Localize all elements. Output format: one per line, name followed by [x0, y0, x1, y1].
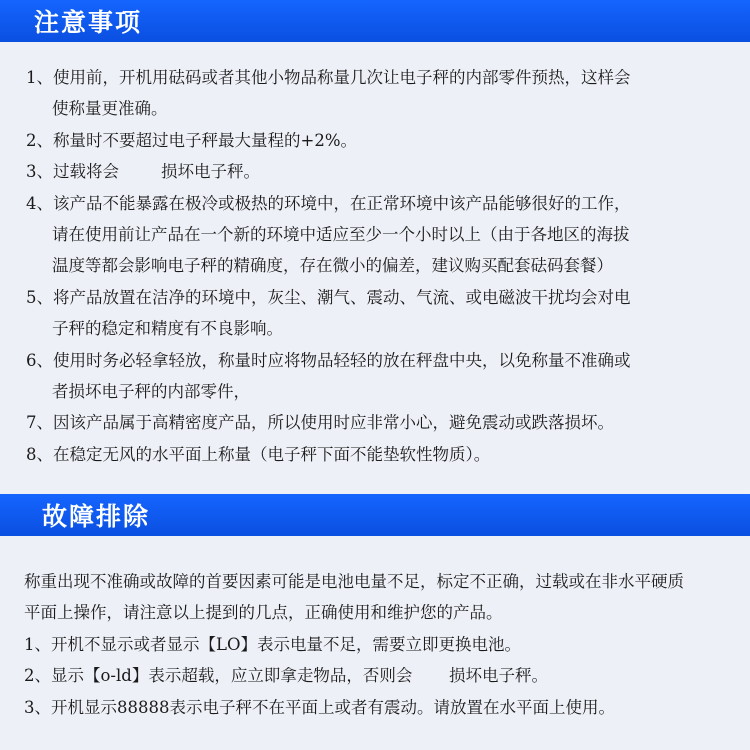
section-header-precautions: [0, 0, 750, 42]
note-line: 5、将产品放置在洁净的环境中，灰尘、潮气、震动、气流、或电磁波干扰均会对电: [26, 287, 631, 307]
precaution-item-5: [0, 282, 750, 345]
troubleshooting-line: 1、开机不显示或者显示【LO】表示电量不足，需要立即更换电池。: [24, 634, 521, 654]
note-line: 1、使用前，开机用砝码或者其他小物品称量几次让电子秤的内部零件预热，这样会: [26, 68, 631, 87]
note-line: 7、因该产品属于高精密度产品，所以使用时应非常小心，避免震动或跌落损坏。: [26, 413, 614, 433]
note-line: 请在使用前让产品在一个新的环境中适应至少一个小时以上（由于各地区的海拔: [52, 225, 630, 245]
note-line: 者损坏电子秤的内部零件，: [52, 382, 250, 402]
note-line: 8、在稳定无风的水平面上称量（电子秤下面不能垫软性物质）。: [26, 444, 491, 464]
section-title-precautions: 注意事项: [34, 8, 143, 37]
precaution-item-3: [0, 156, 750, 187]
precaution-item-1: [0, 62, 750, 125]
note-line: 4、该产品不能暴露在极冷或极热的环境中，在正常环境中该产品能够很好的工作，: [26, 193, 631, 213]
section-title-troubleshooting: 故障排除: [42, 502, 151, 531]
note-line: 子秤的稳定和精度有不良影响。: [52, 319, 283, 339]
note-line: 6、使用时务必轻拿轻放，称量时应将物品轻轻的放在秤盘中央，以免称量不准确或: [26, 350, 631, 370]
precaution-item-4: [0, 188, 750, 282]
precaution-item-2: [0, 125, 750, 156]
precaution-item-6: [0, 345, 750, 408]
note-line: 温度等都会影响电子秤的精确度，存在微小的偏差，建议购买配套砝码套餐）: [52, 256, 613, 276]
section-header-troubleshooting: [0, 494, 750, 536]
precaution-item-7: [0, 407, 750, 438]
troubleshooting-line: 2、显示【o-ld】表示超载，应立即拿走物品，否则会 损坏电子秤。: [24, 666, 549, 686]
troubleshooting-line: 平面上操作，请注意以上提到的几点，正确使用和维护您的产品。: [24, 603, 503, 623]
note-line: 3、过载将会 损坏电子秤。: [26, 162, 260, 182]
troubleshooting-line: 称重出现不准确或故障的首要因素可能是电池电量不足，标定不正确，过载或在非水平硬质: [24, 572, 684, 591]
note-line: 2、称量时不要超过电子秤最大量程的+2%。: [26, 130, 357, 150]
note-line: 使称量更准确。: [52, 99, 168, 119]
troubleshooting-text: [0, 566, 750, 723]
troubleshooting-line: 3、开机显示88888表示电子秤不在平面上或者有震动。请放置在水平面上使用。: [24, 697, 615, 717]
precaution-item-8: [0, 439, 750, 470]
precautions-list: [0, 62, 750, 470]
